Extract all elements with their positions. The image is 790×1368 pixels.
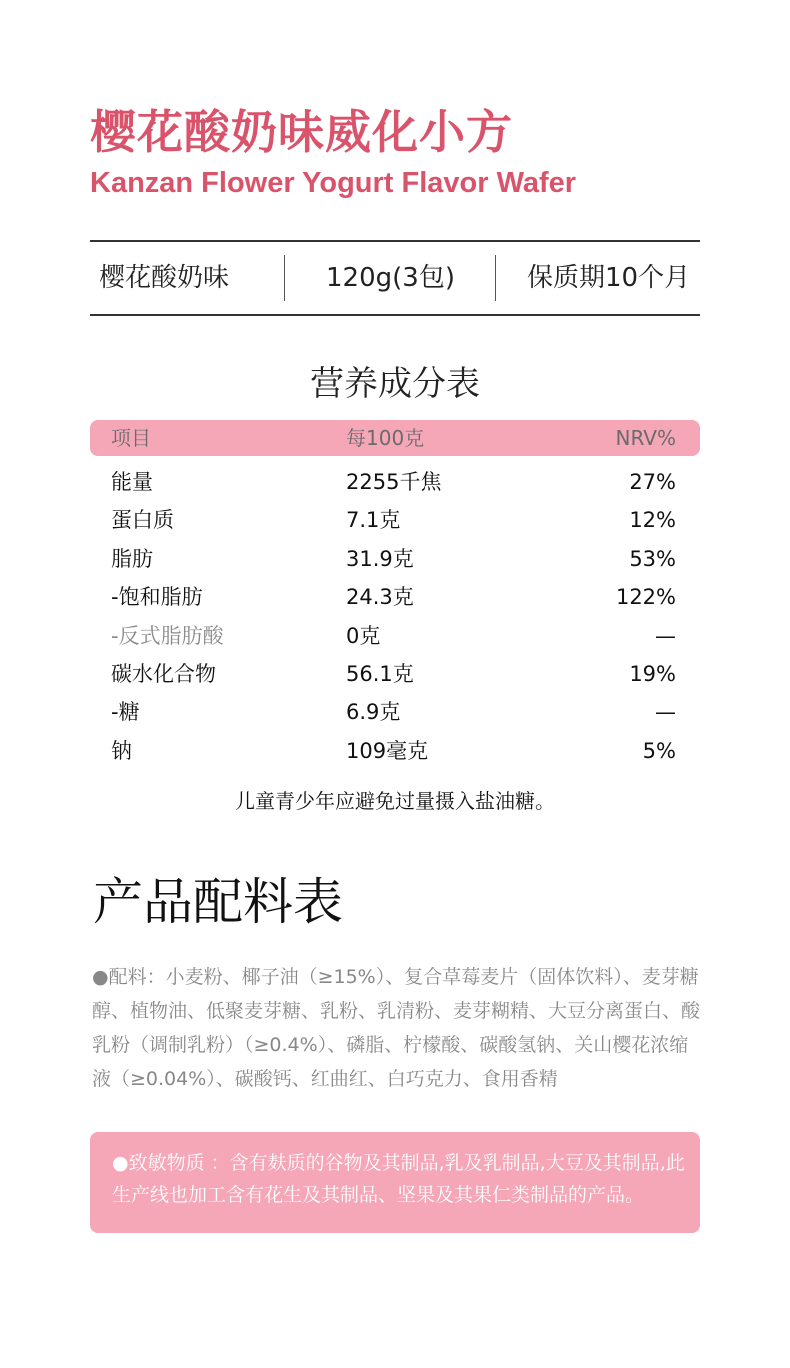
row-item: 钠 bbox=[111, 739, 132, 763]
row-value: 24.3克 bbox=[346, 585, 414, 609]
dietary-advice: 儿童青少年应避免过量摄入盐油糖。 bbox=[235, 789, 555, 813]
row-nrv: 5% bbox=[642, 739, 676, 763]
info-divider bbox=[495, 255, 496, 301]
nutrition-row-protein bbox=[90, 501, 700, 539]
header-nrv: NRV% bbox=[615, 426, 676, 450]
shelf-life-label: 保质期10个月 bbox=[527, 263, 691, 293]
nutrition-table-title: 营养成分表 bbox=[310, 364, 480, 404]
row-value: 109毫克 bbox=[346, 739, 429, 763]
flavor-label: 樱花酸奶味 bbox=[99, 263, 230, 293]
row-nrv: 27% bbox=[629, 470, 676, 494]
row-item: -饱和脂肪 bbox=[111, 585, 203, 609]
product-title-en: Kanzan Flower Yogurt Flavor Wafer bbox=[90, 167, 577, 199]
row-value: 7.1克 bbox=[346, 508, 401, 532]
nutrition-row-sodium bbox=[90, 732, 700, 770]
allergen-notice bbox=[90, 1132, 700, 1233]
row-value: 31.9克 bbox=[346, 547, 414, 571]
header-item: 项目 bbox=[111, 426, 151, 450]
row-value: 2255千焦 bbox=[346, 470, 442, 494]
row-value: 56.1克 bbox=[346, 662, 414, 686]
nutrition-row-carbohydrate bbox=[90, 655, 700, 693]
row-item: -糖 bbox=[111, 700, 140, 724]
allergen-text: ●致敏物质 ：含有麸质的谷物及其制品,乳及乳制品,大豆及其制品,此生产线也加工含有花生及其制品、坚果及其果仁类制品的产品。 bbox=[112, 1152, 685, 1206]
weight-label: 120g(3包) bbox=[326, 263, 455, 293]
row-nrv: — bbox=[655, 700, 676, 724]
row-item: -反式脂肪酸 bbox=[111, 624, 224, 648]
nutrition-row-trans-fat bbox=[90, 617, 700, 655]
row-item: 能量 bbox=[111, 470, 153, 494]
nutrition-table-header bbox=[90, 420, 700, 456]
nutrition-row-saturated-fat bbox=[90, 578, 700, 616]
info-divider bbox=[284, 255, 285, 301]
row-nrv: 19% bbox=[629, 662, 676, 686]
row-nrv: — bbox=[655, 624, 676, 648]
row-value: 0克 bbox=[346, 624, 381, 648]
product-title-cn: 樱花酸奶味威化小方 bbox=[90, 105, 513, 159]
row-item: 脂肪 bbox=[111, 547, 153, 571]
nutrition-row-energy bbox=[90, 463, 700, 501]
row-value: 6.9克 bbox=[346, 700, 401, 724]
row-nrv: 53% bbox=[629, 547, 676, 571]
nutrition-row-fat bbox=[90, 540, 700, 578]
nutrition-row-sugar bbox=[90, 693, 700, 731]
row-item: 蛋白质 bbox=[111, 508, 174, 532]
row-nrv: 12% bbox=[629, 508, 676, 532]
row-nrv: 122% bbox=[615, 585, 676, 609]
product-info-bar bbox=[90, 240, 700, 316]
ingredients-title: 产品配料表 bbox=[93, 873, 343, 931]
header-per100g: 每100克 bbox=[346, 426, 425, 450]
row-item: 碳水化合物 bbox=[111, 662, 216, 686]
ingredients-list: ●配料：小麦粉、椰子油（≥15%）、复合草莓麦片（固体饮料）、麦芽糖醇、植物油、低聚麦芽糖、乳粉、乳清粉、麦芽糊精、大豆分离蛋白、酸乳粉（调制乳粉）（≥0.4%）、磷脂、柠檬酸、碳酸氢钠、关山樱花浓缩液（≥0.04%）、碳酸钙、红曲红、白巧克力、食用香精 bbox=[92, 966, 701, 1090]
